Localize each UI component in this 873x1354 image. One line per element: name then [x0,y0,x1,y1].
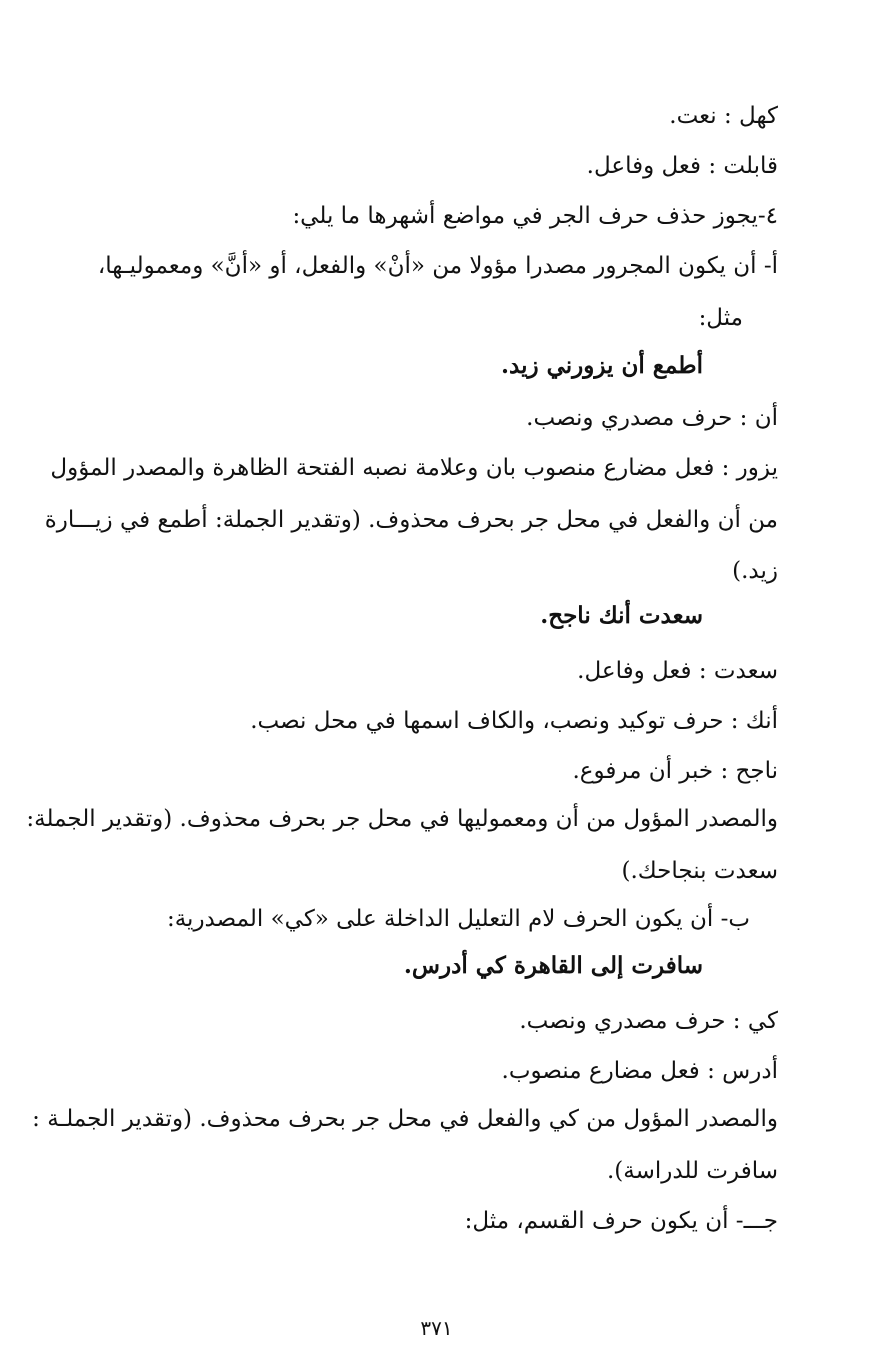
text-line: والمصدر المؤول من أن ومعموليها في محل جر بحرف محذوف. (وتقدير الجملة: [26,806,778,832]
text-line: كي : حرف مصدري ونصب. [519,1008,778,1034]
text-line: أنك : حرف توكيد ونصب، والكاف اسمها في محل نصب. [250,708,778,734]
text-line: كهل : نعت. [669,103,778,129]
text-line: أدرس : فعل مضارع منصوب. [501,1058,778,1084]
text-line: أن : حرف مصدري ونصب. [526,405,778,431]
text-line: سعدت بنجاحك.) [621,858,778,884]
text-line: جـــ- أن يكون حرف القسم، مثل: [464,1208,778,1234]
text-line: قابلت : فعل وفاعل. [586,153,778,179]
page-number: ٣٧١ [420,1316,453,1340]
text-line: أ- أن يكون المجرور مصدرا مؤولا من «أنْ» والفعل، أو «أنَّ» ومعموليـها، [97,253,778,279]
text-line: مثل: [698,305,743,331]
example-sentence: سافرت إلى القاهرة كي أدرس. [403,952,703,979]
text-line: سافرت للدراسة). [606,1158,778,1184]
text-line: ٤-يجوز حذف حرف الجر في مواضع أشهرها ما يلي: [292,203,778,229]
example-sentence: سعدت أنك ناجح. [540,602,703,629]
text-line: سعدت : فعل وفاعل. [577,658,778,684]
text-line: يزور : فعل مضارع منصوب بان وعلامة نصبه الفتحة الظاهرة والمصدر المؤول [50,455,778,481]
text-line: من أن والفعل في محل جر بحرف محذوف. (وتقدير الجملة: أطمع في زيـــارة [44,507,778,533]
example-sentence: أطمع أن يزورني زيد. [500,352,703,379]
text-line: ب- أن يكون الحرف لام التعليل الداخلة على «كي» المصدرية: [166,906,750,932]
text-line: ناجح : خبر أن مرفوع. [572,758,778,784]
text-line: زيد.) [732,558,778,584]
text-line: والمصدر المؤول من كي والفعل في محل جر بحرف محذوف. (وتقدير الجملـة : [32,1106,778,1132]
